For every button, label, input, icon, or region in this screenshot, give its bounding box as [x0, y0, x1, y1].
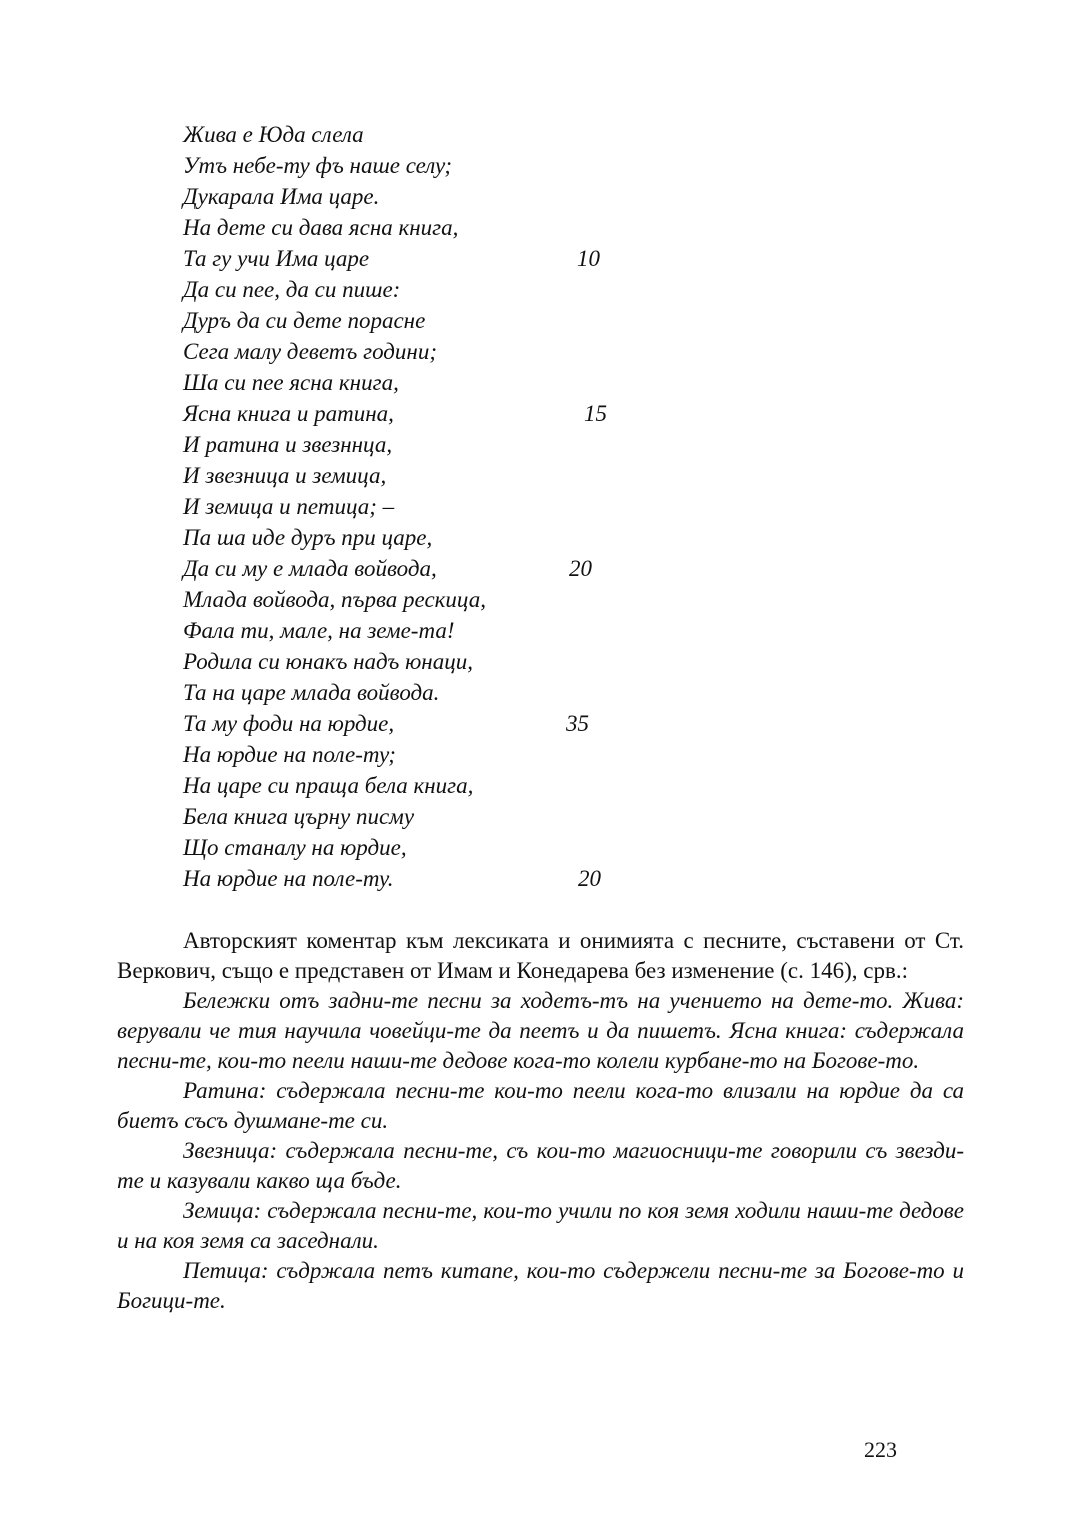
- poem-line: [183, 367, 703, 398]
- line-number: 35: [566, 711, 589, 736]
- poem-line: [183, 181, 703, 212]
- poem-line: [183, 615, 703, 646]
- poem-line-text: Та гу учи Има царе: [183, 246, 370, 271]
- line-number: 10: [577, 246, 600, 271]
- page-number: 223: [864, 1437, 897, 1462]
- poem-line-text: Жива е Юда слела: [183, 122, 364, 147]
- note-paragraph: Ратина: съдержала песни-те кои-то пеели кога-то влизали на юрдие да са биетъ съсъ душмане-те си.: [117, 1078, 964, 1133]
- poem-line: [183, 305, 703, 336]
- poem-line-text: Да си пее, да си пише:: [183, 277, 401, 302]
- poem-line: [183, 677, 703, 708]
- poem-line-text: Бела книга църну писму: [183, 804, 415, 829]
- line-number: 20: [578, 866, 601, 891]
- poem-line-text: И звезница и земица,: [183, 463, 387, 488]
- poem-line: [183, 274, 703, 305]
- poem-line-text: Та на царе млада войвода.: [183, 680, 440, 705]
- poem-line-text: Дукарала Има царе.: [183, 184, 380, 209]
- poem-line-text: На юрдие на поле-ту;: [183, 742, 396, 767]
- poem-line: [183, 336, 703, 367]
- poem-line: [183, 832, 703, 863]
- poem-line: [183, 212, 703, 243]
- poem-line: [183, 739, 703, 770]
- poem-line-text: Сега малу деветъ години;: [183, 339, 437, 364]
- note-paragraph: Петица: съдржала петъ китапе, кои-то съдержели песни-те за Богове-то и Богици-те.: [117, 1258, 964, 1313]
- poem-line: [183, 429, 703, 460]
- poem-line: [183, 553, 703, 584]
- line-number: 15: [584, 401, 607, 426]
- poem-line: [183, 801, 703, 832]
- poem-line-text: На юрдие на поле-ту.: [183, 866, 394, 891]
- poem-line-text: Ша си пее ясна книга,: [183, 370, 399, 395]
- poem-line-text: Родила си юнакъ надъ юнаци,: [183, 649, 473, 674]
- poem-line-text: Млада войвода, първа рескица,: [183, 587, 486, 612]
- poem-line-text: Фала ти, мале, на земе-та!: [183, 618, 455, 643]
- poem-line: [183, 522, 703, 553]
- note-paragraph: Земица: съдержала песни-те, кои-то учили по коя земя ходили наши-те дедове и на коя земя са заседнали.: [117, 1198, 964, 1253]
- note-paragraph: Бележки отъ задни-те песни за ходетъ-тъ на учението на дете-то. Жива: верували че тия научила човейци-те да пеетъ и да пишетъ. Ясна книга: съдержала песни-те, кои-то пеели наши-те дедове кога-то колели курбане-то на Богове-то.: [117, 988, 964, 1073]
- poem-line-text: Утъ небе-ту фъ наше селу;: [183, 153, 453, 178]
- poem-line: [183, 863, 703, 894]
- poem-line: [183, 491, 703, 522]
- poem-line: [183, 646, 703, 677]
- poem-line-text: Та му фоди на юрдие,: [183, 711, 395, 736]
- poem-line: [183, 460, 703, 491]
- poem-line-text: На царе си праща бела книга,: [183, 773, 474, 798]
- poem-line-text: Що станалу на юрдие,: [183, 835, 407, 860]
- line-number: 20: [569, 556, 592, 581]
- poem-line: [183, 243, 703, 274]
- poem-line: [183, 708, 703, 739]
- poem-line-text: Да си му е млада войвода,: [183, 556, 437, 581]
- intro-paragraph: Авторският коментар към лексиката и онимията с песните, съставени от Ст. Веркович, също е представен от Имам и Конедарева без изменение (с. 146), срв.:: [117, 928, 964, 983]
- poem-line-text: Ясна книга и ратина,: [183, 401, 394, 426]
- poem-line-text: На дете си дава ясна книга,: [183, 215, 459, 240]
- note-paragraph: Звезница: съдержала песни-те, съ кои-то магиосници-те говорили съ звезди-те и казували какво ща бъде.: [117, 1138, 964, 1193]
- poem-line: [183, 584, 703, 615]
- poem-line-text: Па ша иде дуръ при царе,: [183, 525, 433, 550]
- poem-line: [183, 398, 703, 429]
- commentary: [117, 926, 964, 1316]
- poem: [183, 119, 703, 894]
- poem-line: [183, 150, 703, 181]
- poem-line-text: И ратина и звезннца,: [183, 432, 393, 457]
- poem-line: [183, 119, 703, 150]
- poem-line-text: И земица и петица; –: [183, 494, 395, 519]
- poem-line-text: Дуръ да си дете порасне: [183, 308, 426, 333]
- poem-line: [183, 770, 703, 801]
